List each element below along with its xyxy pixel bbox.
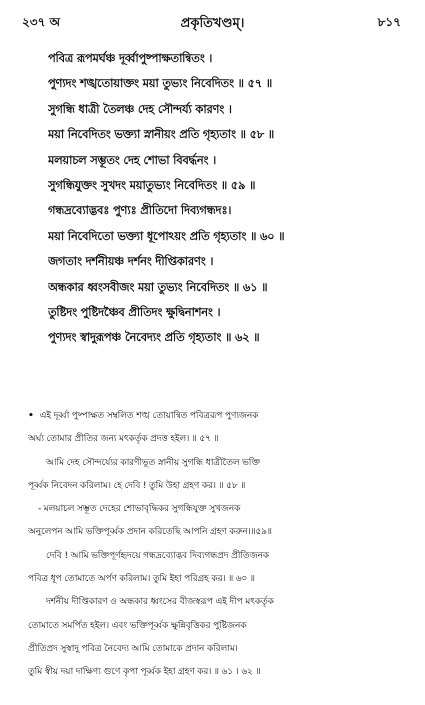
translation-line: অর্ঘ্য তোমার প্রীতির জন্য মৎকর্তৃক প্রদত্ত হইল। ॥ ৫৭ ॥: [28, 433, 219, 445]
translation-text: এই দূর্ব্বা পুষ্পাক্ষত সম্বলিত শঙ্খ তোয়ান্বিত পবিত্ররূপ পুণ্যজনক: [39, 410, 259, 421]
verse-line: পুণ্যদং স্বাদুরূপঞ্চ নৈবেদ্যং প্রতি গৃহ্যতাং ॥ ৬২ ॥: [48, 330, 260, 345]
sanskrit-verses: [48, 46, 408, 351]
translation-line: পবিত্র ধূপ তোমাতে অর্পণ করিলাম। তুমি ইহা পরিগ্রহ কর। ॥ ৬০ ॥: [28, 573, 255, 585]
verse-line: মলয়াচল সম্ভূতং দেহ শোভা বিবর্দ্ধনং ।: [48, 152, 216, 167]
verse-line: সুগন্ধিযুক্তং সুখদং ময়াতুভ্যং নিবেদিতং ॥ ৫৯ ॥: [48, 177, 256, 192]
verse-line: তুষ্টিদং পুষ্টিদঞ্চৈব প্রীতিদং ক্ষুদ্বিনাশনং ।: [48, 304, 221, 319]
translation-line: তুমি স্বীয় দয়া দাক্ষিণ্য গুণে কৃপা পূর্ব্বক ইহা গ্রহণ কর। ॥ ৬১ । ৬২ ॥: [28, 666, 261, 678]
verse-line: পবিত্র রূপমর্ঘঞ্চ দূর্ব্বাপুষ্পাক্ষতান্বিতং ।: [48, 51, 213, 65]
translation-line: দেবি ! আমি ভক্তিপূর্ণহৃদয়ে গন্ধদ্রব্যোদ্ভব দিব্যগন্ধপ্রদ প্রীতিজনক: [46, 549, 269, 561]
verse-line: অন্ধকার ধ্বংসবীজং ময়া তুভ্যং নিবেদিতং ॥ ৬১ ॥: [48, 279, 268, 294]
page-title: প্রকৃতিখণ্ডম্।: [180, 16, 245, 31]
translation-line: অনুলেপন আমি ভক্তিপূর্ব্বক প্রদান করিতেছি আপনি গ্রহণ করুন।॥৫৯॥: [28, 526, 272, 538]
verse-line: ময়া নিবেদিতং ভক্ত্যা স্নানীয়ং প্রতি গৃহ্যতাং ॥ ৫৮ ॥: [48, 127, 274, 142]
translation-line: প্রীতিপ্রদ সুস্বাদু পবিত্র নৈবেদ্য আমি তোমাকে প্রদান করিলাম।: [28, 642, 238, 654]
translation-line: দর্শনীয় দীপ্তিকারণ ও অন্ধকার ধ্বংসের বীজস্বরূপ এই দীপ মৎকর্তৃক: [46, 596, 274, 608]
translation-line: তোমাতে সমর্পিত হইল। এবং ভক্তিপূর্ব্বক ক্ষুন্নিবৃত্তিকর পুষ্টিজনক: [28, 619, 247, 631]
verse-line: জগতাং দর্শনীয়ঞ্চ দর্শনং দীপ্তিকারণং ।: [48, 254, 214, 269]
chapter-number: ২৩৭ অ: [22, 15, 60, 29]
page-header: [0, 14, 425, 36]
translation-line: - মলয়াচল সম্ভূত দেহের শোভাবৃদ্ধিকর সুগন্ধিযুক্ত সুখজনক: [38, 503, 241, 515]
verse-line: গন্ধদ্রব্যোদ্ভবঃ পুণ্যঃ প্রীতিদো দিব্যগন্ধদঃ।: [48, 203, 232, 218]
bengali-translation: [28, 404, 412, 684]
page-number: ৮১৭: [377, 15, 401, 29]
translation-line: পূর্ব্বক নিবেদন করিলাম। হে দেবি ! তুমি উহা গ্রহণ কর। ॥ ৫৮ ॥: [28, 479, 246, 491]
bullet-marker: •: [28, 410, 34, 421]
verse-line: ময়া নিবেদিতো ভক্ত্যা ধূপোঽয়ং প্রতি গৃহ্যতাং ॥ ৬০ ॥: [48, 228, 285, 243]
verse-line: পুণ্যদং শঙ্খতোয়াক্তং ময়া তুভ্যং নিবেদিতং ॥ ৫৭ ॥: [48, 76, 272, 91]
translation-line: [28, 404, 412, 427]
verse-line: সুগন্ধি ধাত্রী তৈলঞ্চ দেহ সৌন্দর্য্য কারণং ।: [48, 101, 232, 116]
translation-line: আমি দেহ সৌন্দর্য্যের কারণীভূত স্নানীয় সুগন্ধি ধাত্রীতৈল ভক্তি: [46, 456, 261, 468]
